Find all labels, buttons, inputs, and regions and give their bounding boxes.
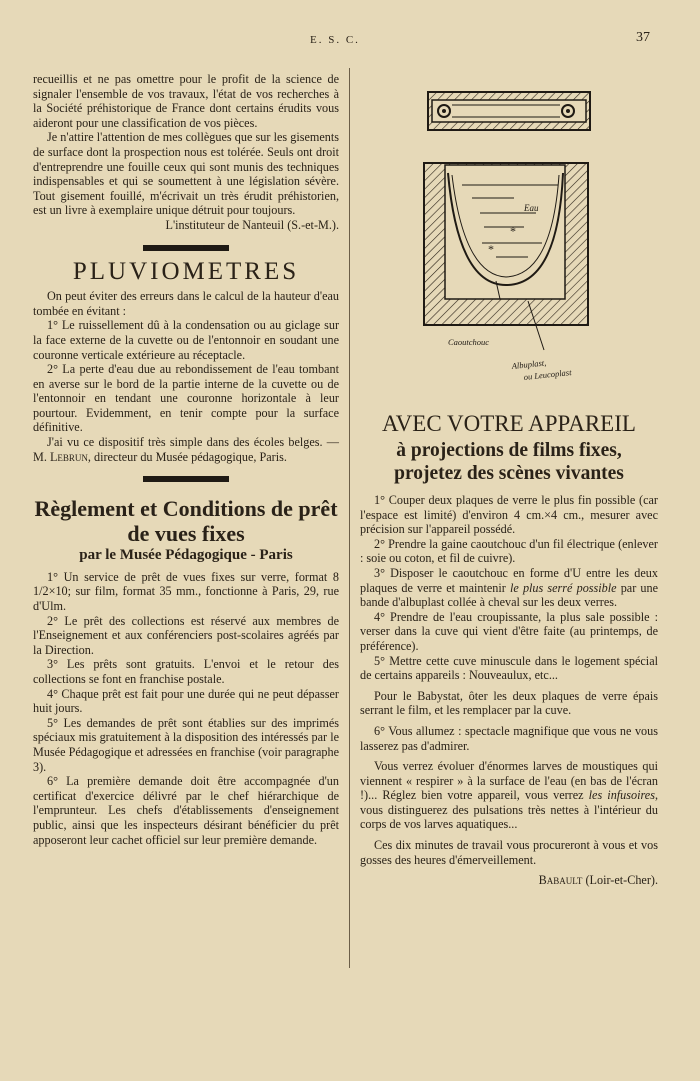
article-paragraph: 6° Vous allumez : spectacle magnifique que vous ne vous lasserez pas d'admirer.	[360, 723, 658, 753]
article-emphasis: les infusoires	[588, 788, 655, 803]
article-paragraph: Ces dix minutes de travail vous procureront à vous et vos gosses des heures d'émerveillement.	[360, 838, 658, 867]
reglement-paragraph: 1° Un service de prêt de vues fixes sur verre, format 8 1/2×10; sur film, format 35 mm., fonctionne à Paris, 29, rue d'Ulm.	[33, 569, 339, 614]
intro-signature: L'instituteur de Nanteuil (S.-et-M.).	[165, 217, 339, 232]
pluvio-paragraph: 2° La perte d'eau due au rebondissement de l'eau tombant en averse sur le bord de la partie interne de la cuvette ou de l'entonnoir en tendant une couronne horizontale à leur pourtour. Evidemment, en tenir compte pour la surface définitive.	[33, 362, 339, 435]
page-header	[0, 30, 700, 50]
svg-text:*: *	[510, 224, 516, 238]
column-rule	[349, 68, 350, 968]
pluvio-text: , directeur du Musée pédagogique, Paris.	[87, 449, 287, 464]
top-view-strip	[428, 92, 590, 130]
front-view-cuve	[424, 163, 588, 350]
reglement-paragraph: 5° Les demandes de prêt sont établies sur des imprimés spéciaux mis gratuitement à la disposition des intéressés par le Musée Pédagogique et adressées en franchise (voir paragraphe 3).	[33, 715, 339, 774]
reglement-paragraph: 3° Les prêts sont gratuits. L'envoi et le retour des collections se font en franchise postale.	[33, 657, 339, 686]
article-paragraph	[360, 759, 658, 832]
article-signature	[360, 873, 658, 888]
author-name: Lebrun	[49, 449, 88, 464]
reglement-paragraph: 2° Le prêt des collections est réservé aux membres de l'Enseignement et aux conférenciers post-scolaires agréés par la Direction.	[33, 613, 339, 657]
article-paragraph: 5° Mettre cette cuve minuscule dans le logement spécial de certains appareils : Nouveaulux, etc...	[360, 653, 658, 683]
pluviometres-heading: PLUVIOMETRES	[72, 257, 300, 285]
label-eau: Eau	[524, 203, 539, 213]
signature-name: Babault	[538, 873, 583, 888]
pluvio-paragraph-final	[33, 435, 339, 464]
pluvio-text: J'ai vu ce dispositif très simple dans des écoles belges. — M.	[33, 435, 339, 464]
article-paragraph: Pour le Babystat, ôter les deux plaques de verre épais serrant le film, et les remplacer par la cuve.	[360, 688, 658, 718]
article-text: par une bande d'albuplast collée à cheval sur les deux verres.	[360, 580, 658, 610]
right-column	[360, 410, 658, 888]
article-text: 3° Disposer le caoutchouc en forme d'U entre les deux plaques de verre et maintenir	[360, 565, 658, 595]
intro-paragraph: Je n'attire l'attention de mes collègues que sur les gisements de surface dont la prospection nous est tolérée. Seuls ont droit d'entreprendre une fouille ceux qui sont munis des techniques indispensables et qui se soumettent à une législation sévère. Tout gisement fouillé, m'écrivait un très érudit préhistorien, est un livre à exemplaire unique détruit pour toujours.	[33, 130, 339, 218]
left-column	[33, 72, 339, 847]
reglement-subheading: par le Musée Pédagogique - Paris	[79, 547, 293, 564]
pluvio-paragraph: 1° Le ruissellement dû à la condensation ou au giclage sur la face externe de la cuvette ou de l'entonnoir en soudant une couronne verticale extérieure au réceptacle.	[33, 318, 339, 362]
signature-place: (Loir-et-Cher).	[582, 873, 658, 888]
reglement-paragraph: 6° La première demande doit être accompagnée d'un certificat d'exercice délivré par le chef hiérarchique de l'emprunteur. Les chefs d'établissements d'enseignement public, ainsi que les inspecteurs désirant bénéficier du prêt apposeront leur cachet officiel sur leur première demande.	[33, 774, 339, 847]
label-caoutchouc: Caoutchouc	[448, 337, 490, 347]
intro-paragraph: recueillis et ne pas omettre pour le profit de la science de signaler l'ensemble de vos travaux, l'état de vos recherches à la Société préhistorique de France dont certains érudits vous aideront pour une classification de vos pièces.	[33, 72, 339, 130]
label-albuplast-2: ou Leucoplast	[523, 367, 572, 382]
svg-text:*: *	[488, 242, 494, 256]
reglement-paragraph: 4° Chaque prêt est fait pour une durée qui ne peut dépasser huit jours.	[33, 686, 339, 716]
article-paragraph: 1° Couper deux plaques de verre le plus fin possible (car l'espace est limité) d'environ 4 cm.×4 cm., mesurer avec précision sur l'appareil possédé.	[360, 493, 658, 537]
pluvio-paragraph: On peut éviter des erreurs dans le calcul de la hauteur d'eau tombée en évitant :	[33, 289, 339, 318]
section-divider	[143, 245, 229, 251]
section-divider	[143, 476, 229, 482]
avec-votre-appareil-heading: AVEC VOTRE APPAREIL	[382, 411, 636, 436]
article-text: , vous distinguerez des pulsations très nettes à l'intérieur du corps de vos larves aquatiques...	[360, 788, 658, 832]
article-text: Vous verrez évoluer d'énormes larves de moustiques qui viennent « respirer » à la surface de l'eau (en bas de l'écran !)... Réglez bien votre appareil, vous verrez	[360, 759, 658, 803]
article-paragraph: 4° Prendre de l'eau croupissante, la plus sale possible : verser dans la cuve qui vient d'être faite (au printemps, de préférence).	[360, 609, 658, 653]
article-paragraph: 2° Prendre la gaine caoutchouc d'un fil électrique (enlever : soie ou coton, et fil de cuivre).	[360, 536, 658, 566]
label-albuplast-1: Albuplast,	[511, 357, 547, 371]
article-paragraph	[360, 566, 658, 610]
running-head: E. S. C.	[310, 34, 360, 46]
avec-votre-appareil-subheading: à projections de films fixes, projetez des scènes vivantes	[394, 440, 624, 484]
reglement-heading: Règlement et Conditions de prêt de vues fixes	[34, 496, 338, 547]
cuve-diagram	[418, 85, 618, 385]
article-emphasis: le plus serré possible	[510, 580, 617, 595]
page-number: 37	[636, 30, 650, 45]
